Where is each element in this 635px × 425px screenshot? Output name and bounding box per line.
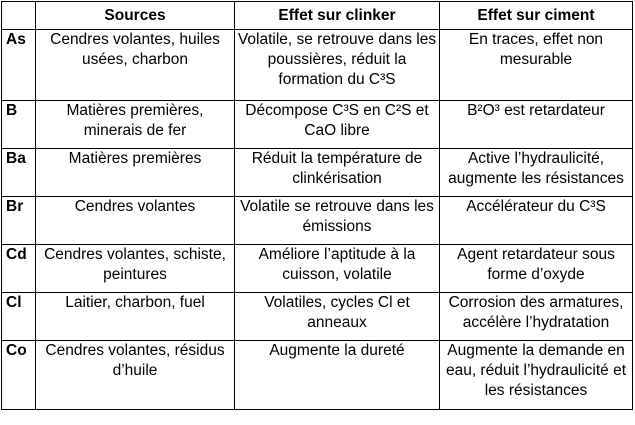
ciment-cell: Agent retardateur sous forme d’oxyde (440, 245, 633, 293)
table-row (2, 197, 633, 245)
clinker-cell: Décompose C³S en C²S et CaO libre (235, 101, 440, 149)
clinker-cell: Améliore l’aptitude à la cuisson, volatile (235, 245, 440, 293)
table-row (2, 245, 633, 293)
clinker-cell: Volatiles, cycles Cl et anneaux (235, 293, 440, 341)
element-cell: Cl (2, 293, 36, 341)
table-row (2, 149, 633, 197)
element-cell: Ba (2, 149, 36, 197)
table-row (2, 101, 633, 149)
ciment-cell: B²O³ est retardateur (440, 101, 633, 149)
ciment-cell: Corrosion des armatures, accélère l’hydratation (440, 293, 633, 341)
elements-effects-table (1, 1, 633, 410)
header-sources: Sources (36, 2, 235, 30)
clinker-cell: Réduit la température de clinkérisation (235, 149, 440, 197)
clinker-cell: Volatile se retrouve dans les émissions (235, 197, 440, 245)
element-cell: Co (2, 341, 36, 410)
element-cell: Br (2, 197, 36, 245)
header-row (2, 2, 633, 30)
sources-cell: Laitier, charbon, fuel (36, 293, 235, 341)
header-ciment: Effet sur ciment (440, 2, 633, 30)
table-row (2, 341, 633, 410)
ciment-cell: Active l’hydraulicité, augmente les résistances (440, 149, 633, 197)
ciment-cell: En traces, effet non mesurable (440, 30, 633, 101)
sources-cell: Cendres volantes, schiste, peintures (36, 245, 235, 293)
ciment-cell: Augmente la demande en eau, réduit l’hydraulicité et les résistances (440, 341, 633, 410)
sources-cell: Cendres volantes, huiles usées, charbon (36, 30, 235, 101)
element-cell: Cd (2, 245, 36, 293)
sources-cell: Cendres volantes, résidus d’huile (36, 341, 235, 410)
ciment-cell: Accélérateur du C³S (440, 197, 633, 245)
clinker-cell: Augmente la dureté (235, 341, 440, 410)
sources-cell: Cendres volantes (36, 197, 235, 245)
sources-cell: Matières premières, minerais de fer (36, 101, 235, 149)
clinker-cell: Volatile, se retrouve dans les poussières, réduit la formation du C³S (235, 30, 440, 101)
element-cell: B (2, 101, 36, 149)
header-clinker: Effet sur clinker (235, 2, 440, 30)
table-row (2, 293, 633, 341)
table-row (2, 30, 633, 101)
sources-cell: Matières premières (36, 149, 235, 197)
header-element (2, 2, 36, 30)
element-cell: As (2, 30, 36, 101)
